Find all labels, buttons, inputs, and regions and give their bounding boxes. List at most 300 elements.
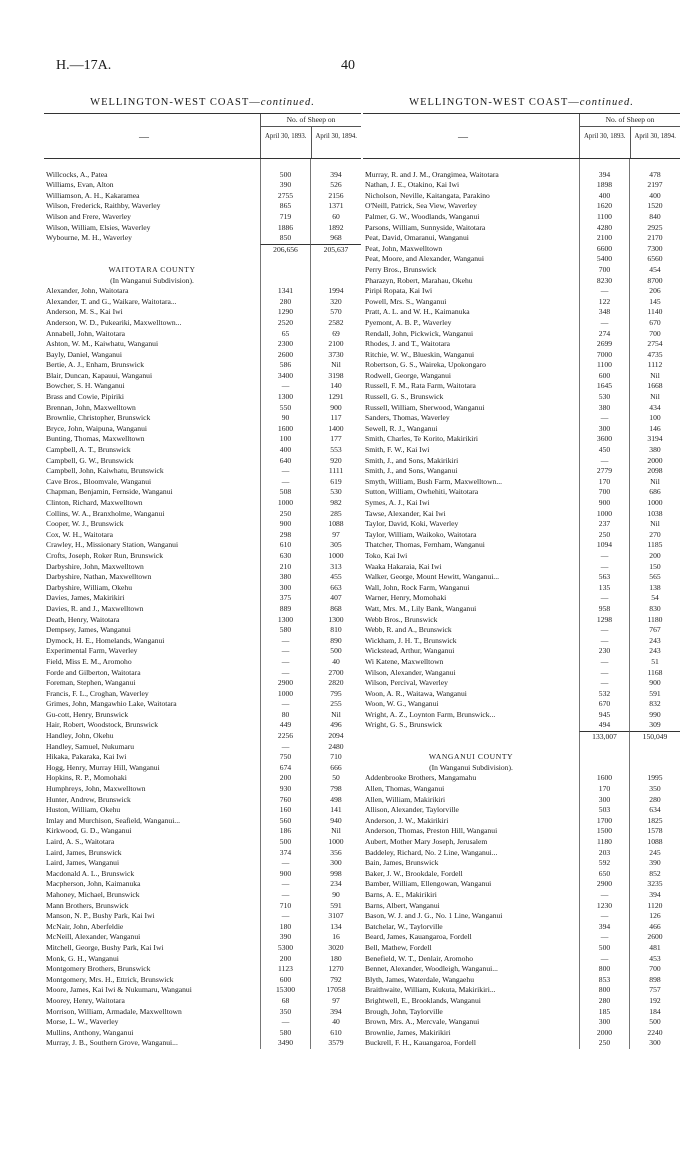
table-header [44, 113, 361, 159]
owner-name: Waaka Hakaraia, Kai Iwi [365, 561, 442, 571]
sheep-1894: 184 [629, 1007, 680, 1018]
table-row [363, 996, 680, 1007]
owner-name: Bertie, A. J., Enham, Brunswick [46, 360, 145, 370]
owner-name: Cooper, W. J., Brunswick [46, 519, 124, 529]
table-row [44, 773, 361, 784]
name-column-dash: — [139, 132, 149, 143]
sheep-1893: — [260, 858, 310, 869]
table-row [363, 487, 680, 498]
table-row [44, 434, 361, 445]
sheep-1893: — [579, 318, 629, 329]
owner-name: Wilson, Percival, Waverley [365, 678, 448, 688]
sheep-1894: 830 [629, 604, 680, 615]
table-row [44, 498, 361, 509]
table-row [44, 710, 361, 721]
sheep-1893: 865 [260, 201, 310, 212]
sheep-1893: 900 [260, 519, 310, 530]
owner-name: Huston, William, Okehu [46, 805, 121, 815]
table-row [363, 392, 680, 403]
owner-name: Thatcher, Thomas, Fernham, Wanganui [365, 540, 485, 550]
owner-name: Barns, Albert, Wanganui [365, 900, 440, 910]
sheep-1894: 320 [310, 297, 361, 308]
sheep-1893: 900 [579, 498, 629, 509]
table-row [44, 625, 361, 636]
owner-name: Brass and Cowie, Pipiriki [46, 392, 125, 402]
sheep-1894: 798 [310, 784, 361, 795]
table-row [44, 795, 361, 806]
sheep-1893: 800 [579, 985, 629, 996]
sheep-1893: — [579, 954, 629, 965]
sheep-1894: 1825 [629, 816, 680, 827]
owner-name: McNair, John, Aberfeldie [46, 921, 124, 931]
sheep-1893 [260, 276, 310, 287]
sheep-1894: 3235 [629, 879, 680, 890]
sheep-1894: 500 [310, 646, 361, 657]
owner-name: Woon, A. R., Waitawa, Wanganui [365, 688, 467, 698]
table-row [363, 572, 680, 583]
sheep-1893: 374 [260, 848, 310, 859]
sheep-1894: 394 [310, 1007, 361, 1018]
sheep-1893: — [260, 1017, 310, 1028]
table-row [363, 371, 680, 382]
owner-name: Bain, James, Brunswick [365, 858, 439, 868]
owner-name: Moorey, Henry, Waitotara [46, 995, 125, 1005]
table-row [363, 466, 680, 477]
table-row [363, 403, 680, 414]
owner-name: Blair, Duncan, Kapauui, Wanganui [46, 370, 153, 380]
sheep-1893: 494 [579, 720, 629, 731]
table-row [363, 350, 680, 361]
owner-name: Bryce, John, Waipuna, Wanganui [46, 423, 147, 433]
sheep-1893: 853 [579, 975, 629, 986]
table-row [363, 477, 680, 488]
sheep-1893: 8230 [579, 276, 629, 287]
owner-name: Baker, J. W., Brookdale, Fordell [365, 868, 463, 878]
sheep-1894: 3730 [310, 350, 361, 361]
owner-name: Ritchie, W. W., Blueskin, Wanganui [365, 349, 475, 359]
owner-name: Blyth, James, Waterdale, Wangaehu [365, 974, 474, 984]
sheep-1894: Nil [629, 477, 680, 488]
owner-name: Symes, A. J., Kai Iwi [365, 498, 430, 507]
sheep-1894: 1994 [310, 286, 361, 297]
owner-name: Macpherson, John, Kaimanuka [46, 879, 141, 889]
sheep-1893: 122 [579, 297, 629, 308]
table-row [363, 191, 680, 202]
sheep-1894: 1995 [629, 773, 680, 784]
owner-name: Mitchell, George, Bushy Park, Kai Iwi [46, 942, 164, 952]
sheep-1894: 1400 [310, 424, 361, 435]
sheep-1893: 280 [260, 297, 310, 308]
sheep-1894: 234 [310, 879, 361, 890]
total-row [44, 244, 361, 255]
sheep-1894: 666 [310, 763, 361, 774]
owner-name: Nathan, J. E., Otakino, Kai Iwi [365, 180, 460, 190]
sheep-1893: 4280 [579, 223, 629, 234]
sheep-1893: 390 [260, 932, 310, 943]
sheep-1893: 3600 [579, 434, 629, 445]
sheep-1894: 2156 [310, 191, 361, 202]
page-header [0, 58, 700, 78]
owner-name: Peat, Moore, and Alexander, Wanganui [365, 254, 484, 264]
sheep-1894: 700 [629, 329, 680, 340]
sheep-1894: 145 [629, 297, 680, 308]
sheep-1894: 300 [629, 1038, 680, 1049]
owner-name: Alexander, T. and G., Waikare, Waitotara... [46, 296, 177, 306]
table-row [44, 424, 361, 435]
sheep-1894: 206 [629, 286, 680, 297]
sheep-1894: 900 [629, 678, 680, 689]
sheep-1894: 2197 [629, 180, 680, 191]
sheep-1894: 97 [310, 996, 361, 1007]
sheep-1893: 530 [579, 392, 629, 403]
owner-name: Toko, Kai Iwi [365, 550, 408, 560]
sheep-1893: 68 [260, 996, 310, 1007]
table-row [363, 381, 680, 392]
sheep-1894: 1180 [629, 615, 680, 626]
owner-name: Addenbrooke Brothers, Mangamahu [365, 773, 477, 783]
sheep-1893: 600 [579, 371, 629, 382]
table-row [44, 212, 361, 223]
table-row [44, 784, 361, 795]
owner-name: Foreman, Stephen, Wanganui [46, 678, 136, 688]
sheep-1894: 54 [629, 593, 680, 604]
owner-name: Wybourne, M. H., Waverley [46, 233, 132, 243]
sheep-1894: 1291 [310, 392, 361, 403]
owner-name: Webb, R. and A., Brunswick [365, 625, 452, 635]
sheep-1894: 466 [629, 922, 680, 933]
table-header [363, 113, 680, 159]
sheep-1893: 180 [260, 922, 310, 933]
sheep-1893: 375 [260, 593, 310, 604]
sheep-1894: 51 [629, 657, 680, 668]
sheep-1893: 1100 [579, 212, 629, 223]
owner-name: Grimes, John, Mangawhio Lake, Waitotara [46, 699, 177, 709]
owner-name: Wilson and Frere, Waverley [46, 211, 131, 221]
table-row [44, 657, 361, 668]
sheep-1894: 670 [629, 318, 680, 329]
sheep-1894: 591 [629, 689, 680, 700]
table-row [363, 530, 680, 541]
owner-name: Laird, James, Brunswick [46, 847, 122, 857]
owner-name: Smyth, William, Bush Farm, Maxwelltown... [365, 476, 503, 486]
sheep-1893: 2000 [579, 1028, 629, 1039]
sheep-1894: 350 [629, 784, 680, 795]
owner-name: Darbyshire, John, Maxwelltown [46, 561, 144, 571]
sheep-1894: 280 [629, 795, 680, 806]
sheep-1894: 309 [629, 720, 680, 731]
sheep-1893: 670 [579, 699, 629, 710]
table-row [44, 604, 361, 615]
table-row [44, 1038, 361, 1049]
sheep-1894: 526 [310, 180, 361, 191]
table-row [363, 869, 680, 880]
table-row [363, 826, 680, 837]
owner-name: Bell, Mathew, Fordell [365, 942, 432, 952]
sheep-1894: 1038 [629, 509, 680, 520]
sheep-1893: 1898 [579, 180, 629, 191]
table-row [44, 403, 361, 414]
sheep-1893: 2300 [260, 339, 310, 350]
sheep-1893: 380 [579, 403, 629, 414]
sheep-1894: 795 [310, 689, 361, 700]
sheep-1893: 1100 [579, 360, 629, 371]
sheep-1893: 380 [260, 572, 310, 583]
table-row [44, 191, 361, 202]
sheep-1893: — [260, 381, 310, 392]
table-row [363, 212, 680, 223]
sheep-1893: 2755 [260, 191, 310, 202]
sheep-1894: 810 [310, 625, 361, 636]
owner-name: Palmer, G. W., Woodlands, Wanganui [365, 211, 480, 221]
table-row [363, 710, 680, 721]
owner-name: Williams, Evan, Alton [46, 180, 114, 190]
sheep-1893: 298 [260, 530, 310, 541]
owner-name: Cave Bros., Bloomvale, Wanganui [46, 476, 152, 486]
sheep-1894: 60 [310, 212, 361, 223]
sheep-1893: — [579, 932, 629, 943]
sheep-1893: 250 [579, 530, 629, 541]
sheep-1893: 600 [260, 975, 310, 986]
sheep-1894: 245 [629, 848, 680, 859]
table-row [363, 911, 680, 922]
total-row [363, 731, 680, 742]
owner-name: Smith, J., and Sons, Wanganui [365, 466, 458, 476]
owner-name: Murray, R. and J. M., Orangimea, Waitotara [365, 169, 499, 179]
sheep-1894: 840 [629, 212, 680, 223]
sheep-1893: 640 [260, 456, 310, 467]
owner-name: Morrison, William, Armadale, Maxwelltown [46, 1006, 182, 1016]
sheep-1893: 210 [260, 562, 310, 573]
sheep-1894: 455 [310, 572, 361, 583]
sheep-1894: 140 [310, 381, 361, 392]
sheep-1893: — [579, 890, 629, 901]
sheep-1894: 134 [310, 922, 361, 933]
sheep-1893: — [579, 678, 629, 689]
owner-name: Woon, W. G., Wanganui [365, 699, 439, 709]
sheep-1893: 1500 [579, 826, 629, 837]
table-row [44, 848, 361, 859]
sheep-1894: 498 [310, 795, 361, 806]
owner-name: Wilson, William, Elsies, Waverley [46, 222, 151, 232]
col-1893: April 30, 1893. [583, 133, 626, 140]
owner-name: Hair, Robert, Woodstock, Brunswick [46, 720, 158, 730]
table-row [44, 371, 361, 382]
owner-name: Laird, James, Wanganui [46, 858, 120, 868]
sheep-1893: 348 [579, 307, 629, 318]
owner-name: Experimental Farm, Waverley [46, 646, 138, 656]
sheep-1894: 1000 [629, 498, 680, 509]
sheep-1894: 565 [629, 572, 680, 583]
sheep-1893: 449 [260, 720, 310, 731]
sheep-1893: — [579, 456, 629, 467]
sheep-1894 [310, 265, 361, 276]
table-row [363, 1017, 680, 1028]
sheep-1894: 1892 [310, 223, 361, 234]
sheep-1894: 40 [310, 657, 361, 668]
table-row [363, 286, 680, 297]
table-row [363, 975, 680, 986]
owner-name: Humphreys, John, Maxwelltown [46, 784, 146, 794]
table-row [44, 286, 361, 297]
owner-name: Pyemont, A. B. P., Waverley [365, 317, 452, 327]
sheep-1893: 563 [579, 572, 629, 583]
owner-name: Taylor, William, Waikoko, Waitotara [365, 529, 477, 539]
table-row [44, 699, 361, 710]
sheep-1893: 1300 [260, 392, 310, 403]
sheep-1894: 619 [310, 477, 361, 488]
sheep-1893: 900 [260, 869, 310, 880]
sheep-1893: 1123 [260, 964, 310, 975]
owner-name: (In Wanganui Subdivision). [110, 275, 194, 285]
owner-name: Smith, Charles, Te Korito, Makirikiri [365, 434, 479, 444]
table-row [363, 879, 680, 890]
sheep-1894: 69 [310, 329, 361, 340]
table-row [363, 625, 680, 636]
sheep-1894: 990 [629, 710, 680, 721]
owner-name: Field, Miss E. M., Aromoho [46, 656, 132, 666]
column-title: WELLINGTON-WEST COAST—continued. [90, 97, 315, 108]
sheep-1894: 192 [629, 996, 680, 1007]
sheep-1893: 203 [579, 848, 629, 859]
owner-name: Handley, Samuel, Nukumaru [46, 741, 135, 751]
sheep-1893: — [579, 657, 629, 668]
owner-name: Gu-cott, Henry, Brunswick [46, 709, 129, 719]
table-row [363, 434, 680, 445]
spacer-row [44, 254, 361, 265]
sheep-1893: 274 [579, 329, 629, 340]
owner-name: Webb Bros., Brunswick [365, 614, 438, 624]
sheep-1894: 570 [310, 307, 361, 318]
owner-name: Watt, Mrs. M., Lily Bank, Wanganui [365, 603, 477, 613]
table-row [363, 329, 680, 340]
owner-name: Campbell, A. T., Brunswick [46, 445, 131, 455]
sheep-1893: 1300 [260, 615, 310, 626]
sheep-1893: 930 [260, 784, 310, 795]
table-row [44, 456, 361, 467]
sheep-1893: 15300 [260, 985, 310, 996]
sheep-1894: 900 [310, 403, 361, 414]
sheep-1894: 1668 [629, 381, 680, 392]
sheep-1893: 700 [579, 265, 629, 276]
sheep-1894: 356 [310, 848, 361, 859]
owner-name: Davies, R. and J., Maxwelltown [46, 603, 144, 613]
table-row [44, 922, 361, 933]
sheep-1893: 2900 [579, 879, 629, 890]
sheep-1894: 767 [629, 625, 680, 636]
owner-name: Bunting, Thomas, Maxwelltown [46, 434, 145, 444]
sheep-1894: 1088 [629, 837, 680, 848]
owner-name: Rodwell, George, Wanganui [365, 370, 451, 380]
table-row [44, 954, 361, 965]
sheep-1894: 454 [629, 265, 680, 276]
sheep-1893: 1180 [579, 837, 629, 848]
sheep-1893: 958 [579, 604, 629, 615]
sheep-1893: — [260, 668, 310, 679]
table-row [363, 307, 680, 318]
sheep-1894: 1578 [629, 826, 680, 837]
sheep-1893 [579, 752, 629, 763]
owner-name: Bamber, William, Ellengowan, Wanganui [365, 879, 492, 889]
table-row [44, 742, 361, 753]
sheep-1894: 40 [310, 1017, 361, 1028]
table-row [363, 265, 680, 276]
owner-name: Hunter, Andrew, Brunswick [46, 794, 131, 804]
sheep-1893: 5400 [579, 254, 629, 265]
owner-name: Hopkins, R. P., Momohaki [46, 773, 127, 783]
table-row [363, 943, 680, 954]
sheep-1894: 255 [310, 699, 361, 710]
table-row [44, 901, 361, 912]
sheep-1893: 710 [260, 901, 310, 912]
sheep-1894: 3020 [310, 943, 361, 954]
sheep-1893: 1298 [579, 615, 629, 626]
owner-name: Warner, Henry, Momohaki [365, 593, 447, 603]
sheep-1893: — [260, 890, 310, 901]
owner-name: Rendall, John, Pickwick, Wanganui [365, 328, 474, 338]
owner-name: Batchelar, W., Taylorville [365, 921, 443, 931]
spacer-row [363, 742, 680, 753]
sheep-1894: 7300 [629, 244, 680, 255]
owner-name: Sewell, R. J., Wanganui [365, 423, 438, 433]
table-row [363, 519, 680, 530]
table-row [44, 562, 361, 573]
owner-name: Crofts, Joseph, Roker Run, Brunswick [46, 550, 164, 560]
sheep-1893: — [579, 911, 629, 922]
table-row [44, 1007, 361, 1018]
table-row [363, 339, 680, 350]
sheep-1893: 532 [579, 689, 629, 700]
sheep-1893: 1290 [260, 307, 310, 318]
owner-name: Chapman, Benjamin, Fernside, Wanganui [46, 487, 173, 497]
table-row [44, 583, 361, 594]
owner-name: Anderson, W. D., Pukeariki, Maxwelltown... [46, 317, 182, 327]
sheep-1894: 394 [629, 890, 680, 901]
table-row [363, 509, 680, 520]
sheep-1894: 407 [310, 593, 361, 604]
sheep-1893: 133,007 [579, 731, 629, 743]
owner-name: Pharazyn, Robert, Marahau, Okehu [365, 275, 473, 285]
owner-name: Smith, J., and Sons, Makirikiri [365, 455, 459, 465]
sheep-1893: 300 [260, 583, 310, 594]
table-row [363, 318, 680, 329]
table-row [363, 1007, 680, 1018]
owner-name: Bowcher, S. H. Wanganui [46, 381, 125, 391]
table-row [44, 307, 361, 318]
sheep-1894: 434 [629, 403, 680, 414]
sheep-1894: 591 [310, 901, 361, 912]
right-column [363, 96, 680, 1049]
sheep-1893: — [260, 466, 310, 477]
sheep-1894 [629, 742, 680, 753]
owner-name: Monk, G. H., Wanganui [46, 953, 119, 963]
table-row [363, 773, 680, 784]
sheep-1894: 610 [310, 1028, 361, 1039]
table-row [44, 943, 361, 954]
table-row [363, 646, 680, 657]
county-heading [44, 265, 361, 276]
sheep-1894: 2700 [310, 668, 361, 679]
sheep-1894: 16 [310, 932, 361, 943]
col-1894: April 30, 1894. [630, 127, 681, 158]
sheep-1893: 5300 [260, 943, 310, 954]
owner-name: Anderson, M. S., Kai Iwi [46, 307, 123, 317]
sheep-1894: 1520 [629, 201, 680, 212]
sheep-1894: 553 [310, 445, 361, 456]
table-row [44, 890, 361, 901]
sheep-1893: 400 [579, 191, 629, 202]
sheep-1894: 1168 [629, 668, 680, 679]
table-row [363, 932, 680, 943]
